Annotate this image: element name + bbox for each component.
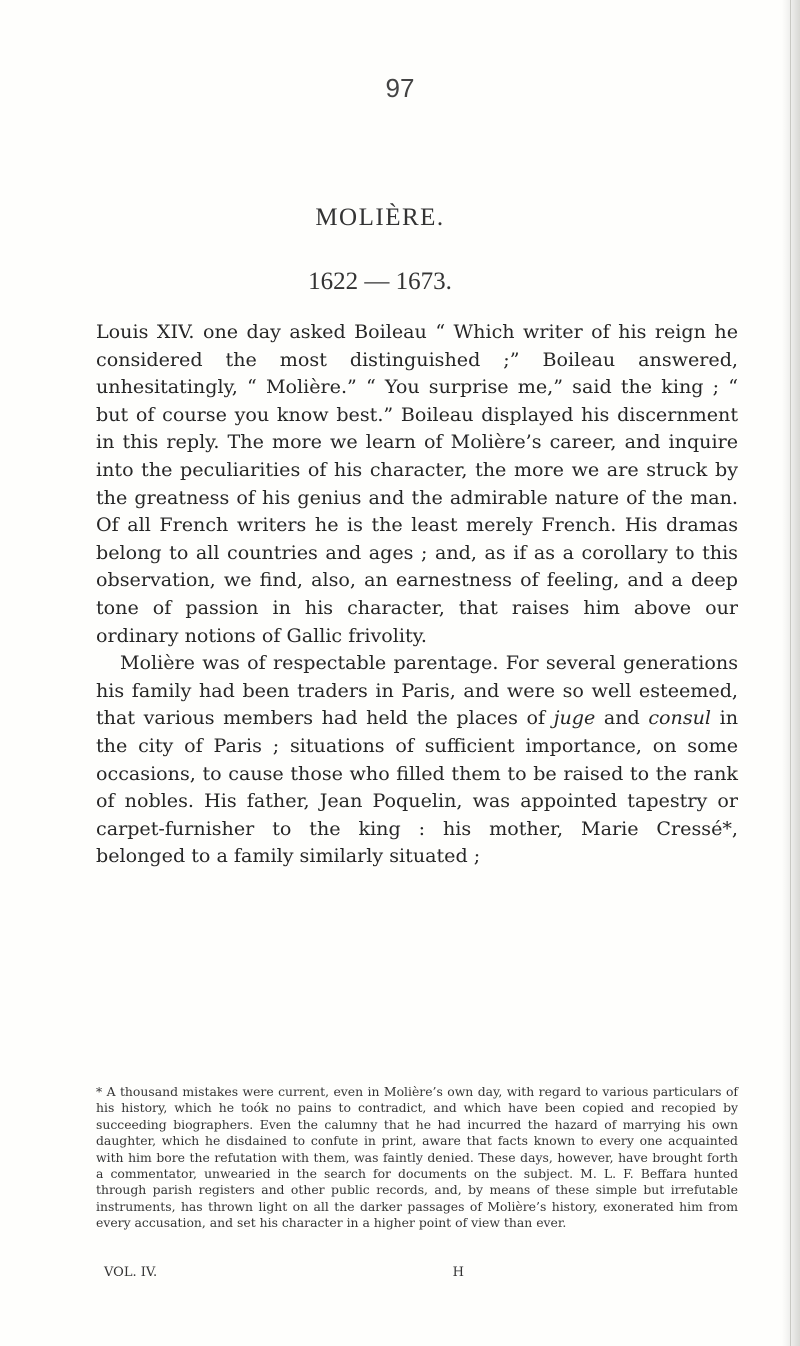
paragraph-text: in the city of Paris ; situations of sufficient importance, on some occasions, to cause those who filled them to be raised to the rank of nobles. His father, Jean Poquelin, was appointed tapestry or carpet-furnisher to the king : his mother, Marie Cressé*, belonged to a family similarly situated ; <box>96 706 739 868</box>
paragraph <box>96 318 738 649</box>
signature-line <box>104 1265 484 1280</box>
page-number: 97 <box>385 73 415 103</box>
gathering-letter: H <box>452 1265 464 1280</box>
italic-term: juge <box>553 706 596 730</box>
chapter-dates: 1622 — 1673. <box>308 268 452 295</box>
page-edge <box>782 0 800 1346</box>
paragraph <box>96 649 738 870</box>
footnote: * A thousand mistakes were current, even in Molière’s own day, with regard to various particulars of his history, which he toók no pains to contradict, and which have been copied and recopied by succeeding biographers. Even the calumny that he had incurred the hazard of marrying his own daughter, which he disdained to confute in print, aware that facts known to every one acquainted with him bore the refutation with them, was faintly denied. These days, however, have brought forth a commentator, unwearied in the search for documents on the subject. M. L. F. Beffara hunted through parish registers and other public records, and, by means of these simple but irrefutable instruments, has thrown light on all the darker passages of Molière’s history, exonerated him from every accusation, and set his character in a higher point of view than ever. <box>96 1084 738 1231</box>
chapter-title: MOLIÈRE. <box>315 204 445 231</box>
italic-term: consul <box>648 706 712 730</box>
paragraph-text: and <box>595 706 649 730</box>
body-text <box>96 318 738 870</box>
paragraph-text: Molière was of respectable parentage. For several generations his family had been traders in Paris, and were so well esteemed, that various members had held the places of <box>96 651 738 730</box>
volume-signature: VOL. IV. <box>104 1265 158 1280</box>
paragraph-text: Louis XIV. one day asked Boileau “ Which writer of his reign he considered the most distinguished ;” Boileau answered, unhesitatingly, “ Molière.” “ You surprise me,” said the king ; “ but of course you know best.” Boileau displayed his discernment in this reply. The more we learn of Molière’s career, and inquire into the peculiarities of his character, the more we are struck by the greatness of his genius and the admirable nature of the man. Of all French writers he is the least merely French. His dramas belong to all countries and ages ; and, as if as a corollary to this observation, we find, also, an earnestness of feeling, and a deep tone of passion in his character, that raises him above our ordinary notions of Gallic frivolity. <box>96 320 738 647</box>
